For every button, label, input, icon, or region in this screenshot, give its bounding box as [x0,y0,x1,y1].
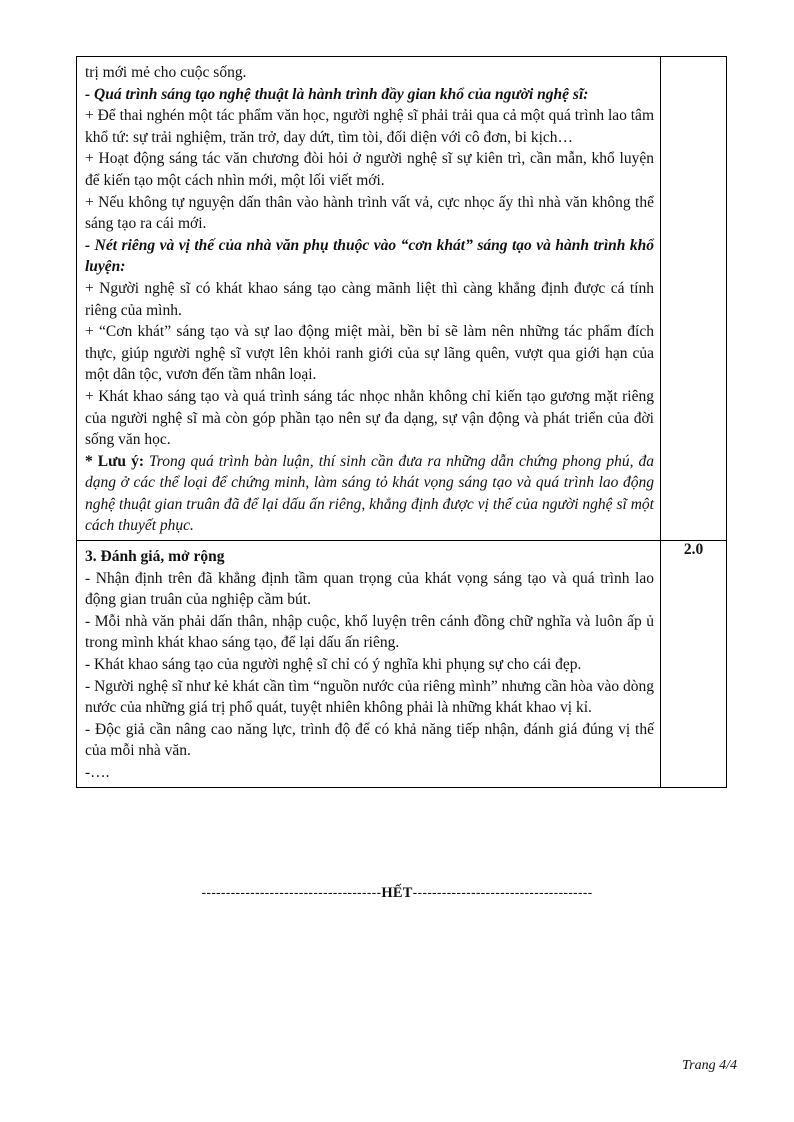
paragraph: - Người nghệ sĩ như kẻ khát cần tìm “nguồn nước của riêng mình” nhưng cần hòa vào dòng nước của những giá trị phổ quát, tuyệt nhiên không phải là những khát khao vị kỉ. [85,677,654,717]
paragraph: + Nếu không tự nguyện dấn thân vào hành trình vất vả, cực nhọc ấy thì nhà văn không thể sáng tạo ra cái mới. [85,193,654,233]
paragraph: + Để thai nghén một tác phẩm văn học, người nghệ sĩ phải trải qua cả một quá trình lao tâm khổ tứ: sự trải nghiệm, trăn trở, day dứt, tìm tòi, đối diện với cô đơn, bi kịch… [85,107,654,146]
grading-table [76,56,727,788]
section-heading: - Quá trình sáng tạo nghệ thuật là hành trình đầy gian khổ của người nghệ sĩ: [85,85,589,103]
note-label: * Lưu ý: [85,452,144,470]
section-title: 3. Đánh giá, mở rộng [85,548,225,566]
note-text: Trong quá trình bàn luận, thí sinh cần đưa ra những dẫn chứng phong phú, đa dạng ở các thể loại để chứng minh, làm sáng tỏ khát vọng sáng tạo và quá trình lao động nghệ thuật gian truân đã để lại dấu ấn riêng, khẳng định được vị thế của người nghệ sĩ một cách thuyết phục. [85,452,654,535]
score-cell: 2.0 [661,541,727,788]
end-marker [0,884,794,902]
content-cell [77,541,661,788]
content-cell [77,57,661,541]
paragraph: - Mỗi nhà văn phải dấn thân, nhập cuộc, khổ luyện trên cánh đồng chữ nghĩa và luôn ấp ủ trong mình khát khao sáng tạo, để lại dấu ấn riêng. [85,612,654,652]
paragraph: trị mới mẻ cho cuộc sống. [85,64,247,81]
paragraph: -…. [85,764,110,781]
paragraph: + Hoạt động sáng tác văn chương đòi hỏi ở người nghệ sĩ sự kiên trì, cần mẫn, khổ luyện để kiến tạo một cách nhìn mới, một lối viết mới. [85,150,654,189]
end-dashes-left: ------------------------------------- [201,884,382,900]
paragraph: - Khát khao sáng tạo của người nghệ sĩ chỉ có ý nghĩa khi phụng sự cho cái đẹp. [85,656,582,674]
score-cell [661,57,727,541]
table-row [77,57,727,541]
paragraph: + “Cơn khát” sáng tạo và sự lao động miệt mài, bền bỉ sẽ làm nên những tác phẩm đích thực, giúp người nghệ sĩ vượt lên khỏi ranh giới của sự lãng quên, vượt qua giới hạn của một dân tộc, vươn đến tầm nhân loại. [85,323,654,384]
end-dashes-right: ------------------------------------- [412,884,593,900]
paragraph: - Nhận định trên đã khẳng định tầm quan trọng của khát vọng sáng tạo và quá trình lao động gian truân của nghiệp cầm bút. [85,569,654,609]
page-number: Trang 4/4 [682,1058,737,1073]
table-row [77,541,727,788]
section-heading: - Nét riêng và vị thế của nhà văn phụ thuộc vào “cơn khát” sáng tạo và hành trình khổ luyện: [85,236,654,276]
note [85,451,654,537]
paragraph: + Người nghệ sĩ có khát khao sáng tạo càng mãnh liệt thì càng khẳng định được cá tính riêng của mình. [85,279,654,319]
paragraph: - Độc giả cần nâng cao năng lực, trình độ để có khả năng tiếp nhận, đánh giá đúng vị thế của mỗi nhà văn. [85,720,654,760]
paragraph: + Khát khao sáng tạo và quá trình sáng tác nhọc nhằn không chỉ kiến tạo gương mặt riêng của người nghệ sĩ mà còn góp phần tạo nên sự đa dạng, sự vận động và phát triển của đời sống văn học. [85,387,654,449]
end-label: HẾT [381,885,413,901]
